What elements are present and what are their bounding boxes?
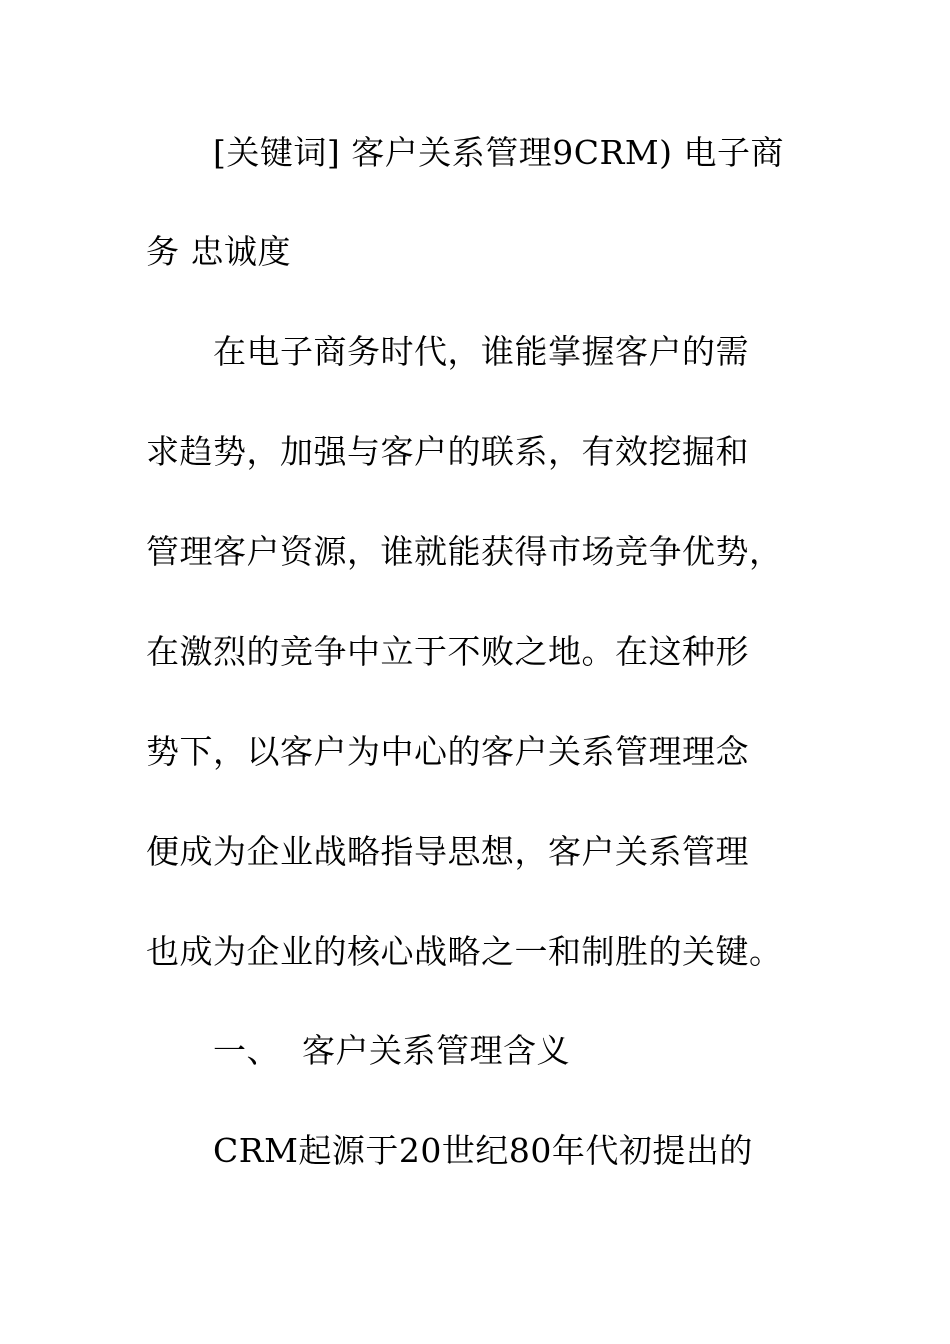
- paragraph-line: 便成为企业战略指导思想，客户关系管理: [146, 832, 749, 871]
- paragraph-line: 求趋势，加强与客户的联系，有效挖掘和: [146, 432, 749, 471]
- paragraph-line: 势下，以客户为中心的客户关系管理理念: [146, 732, 749, 771]
- paragraph-line: CRM起源于20世纪80年代初提出的: [213, 1131, 753, 1170]
- paragraph-line: 在激烈的竞争中立于不败之地。在这种形: [146, 632, 749, 671]
- paragraph-line: 管理客户资源，谁就能获得市场竞争优势，: [146, 532, 783, 571]
- paragraph-line: 在电子商务时代，谁能掌握客户的需: [213, 332, 749, 371]
- keywords-line-2: 务 忠诚度: [146, 232, 291, 271]
- keywords-line-1: [关键词] 客户关系管理9CRM) 电子商: [213, 133, 784, 172]
- section-heading: 一、 客户关系管理含义: [213, 1031, 570, 1070]
- paragraph-line: 也成为企业的核心战略之一和制胜的关键。: [146, 932, 783, 971]
